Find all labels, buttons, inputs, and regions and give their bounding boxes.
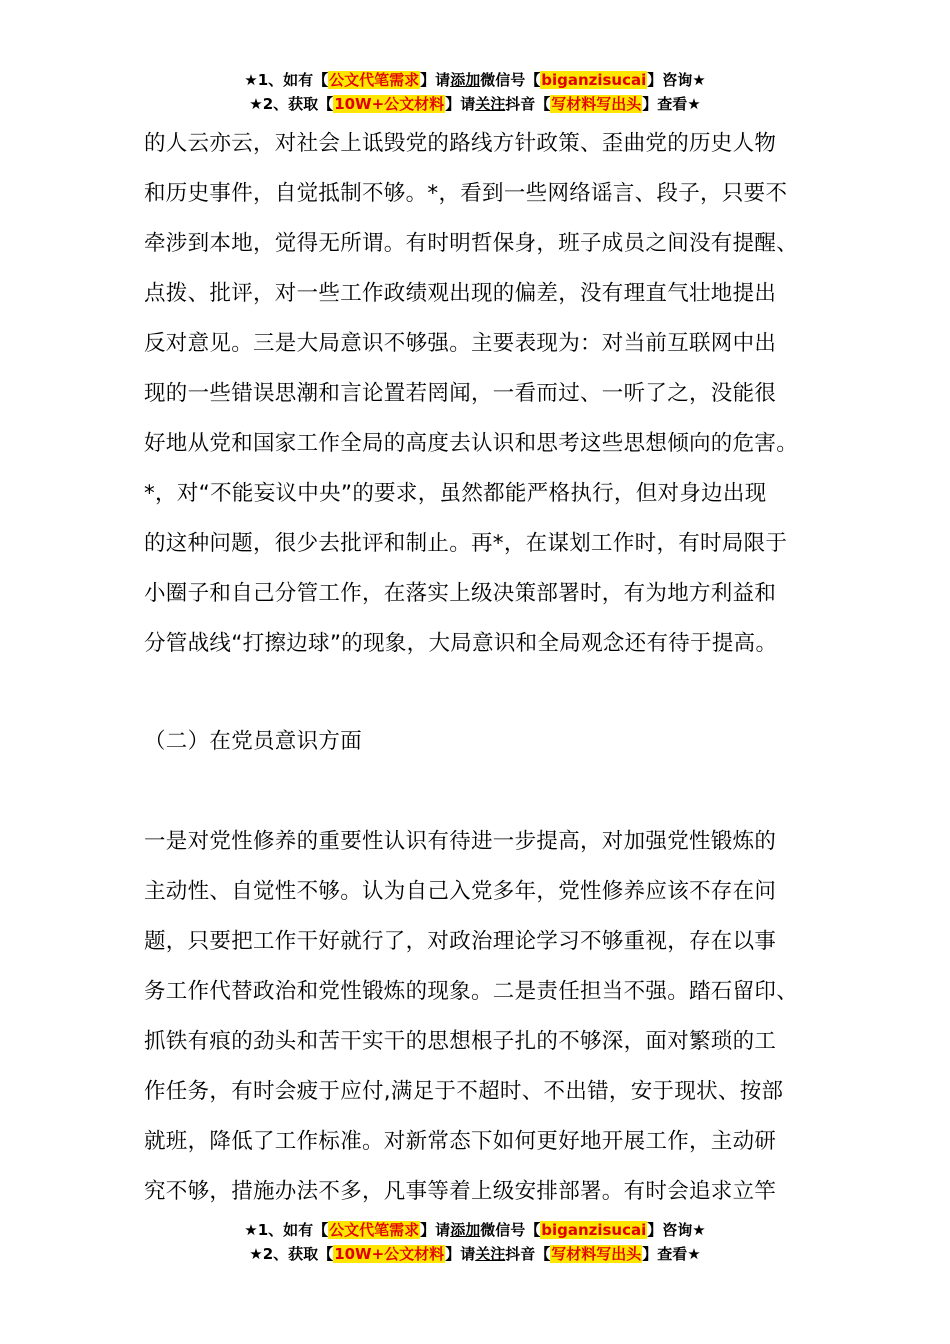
paragraph-line: *，对“不能妄议中央”的要求，虽然都能严格执行，但对身边出现: [144, 481, 767, 506]
paragraph-line: 务工作代替政治和党性锻炼的现象。二是责任担当不强。踏石留印、: [144, 979, 799, 1004]
promo-line-2-emphasis: 关注: [475, 1245, 506, 1263]
promo-line-2-mid: 】请: [445, 95, 476, 113]
paragraph-line: 点拨、批评，对一些工作政绩观出现的偏差，没有理直气壮地提出: [144, 281, 777, 306]
promo-line-2-highlight-materials: 10W+公文材料: [334, 95, 445, 113]
paragraph-line: 牵涉到本地，觉得无所谓。有时明哲保身，班子成员之间没有提醒、: [144, 231, 799, 256]
header-promo-banner: [0, 68, 950, 116]
promo-line-1-highlight-service: 公文代笔需求: [329, 71, 420, 89]
paragraph-line: 题，只要把工作干好就行了，对政治理论学习不够重视，存在以事: [144, 929, 777, 954]
promo-line-1-highlight-service: 公文代笔需求: [329, 1221, 420, 1239]
promo-line-2-prefix: ★2、获取【: [249, 95, 334, 113]
body-paragraph-2: [144, 817, 824, 1217]
promo-line-1-emphasis: 添加: [450, 1221, 481, 1239]
promo-line-2-suffix: 】查看★: [642, 95, 701, 113]
footer-promo-banner: [0, 1218, 950, 1266]
promo-line-1-emphasis: 添加: [450, 71, 481, 89]
promo-line-1-mid2: 微信号【: [480, 1221, 541, 1239]
promo-line-1: [0, 1218, 950, 1242]
paragraph-line: 一是对党性修养的重要性认识有待进一步提高，对加强党性锻炼的: [144, 829, 777, 854]
body-paragraph-1: [144, 119, 824, 669]
paragraph-line: 的人云亦云，对社会上诋毁党的路线方针政策、歪曲党的历史人物: [144, 131, 777, 156]
promo-line-1: [0, 68, 950, 92]
paragraph-line: 现的一些错误思潮和言论置若罔闻，一看而过、一听了之，没能很: [144, 381, 777, 406]
paragraph-line: 的这种问题，很少去批评和制止。再*，在谋划工作时，有时局限于: [144, 531, 788, 556]
paragraph-line: 主动性、自觉性不够。认为自己入党多年，党性修养应该不存在问: [144, 879, 777, 904]
promo-line-2-highlight-materials: 10W+公文材料: [334, 1245, 445, 1263]
promo-line-1-prefix: ★1、如有【: [244, 1221, 329, 1239]
promo-line-2-suffix: 】查看★: [642, 1245, 701, 1263]
paragraph-line: 和历史事件，自觉抵制不够。*，看到一些网络谣言、段子，只要不: [144, 181, 788, 206]
section-heading: [144, 717, 824, 767]
promo-line-1-mid2: 微信号【: [480, 71, 541, 89]
paragraph-line: 反对意见。三是大局意识不够强。主要表现为：对当前互联网中出: [144, 331, 777, 356]
promo-line-1-suffix: 】咨询★: [647, 1221, 706, 1239]
paragraph-line: 小圈子和自己分管工作，在落实上级决策部署时，有为地方利益和: [144, 581, 777, 606]
paragraph-line: 就班，降低了工作标准。对新常态下如何更好地开展工作，主动研: [144, 1129, 777, 1154]
promo-line-1-wechat-id: biganzisucai: [541, 71, 647, 89]
promo-line-2-douyin-account: 写材料写出头: [551, 95, 642, 113]
promo-line-2-emphasis: 关注: [475, 95, 506, 113]
section-heading-text: （二）在党员意识方面: [144, 729, 363, 754]
promo-line-2-douyin-account: 写材料写出头: [551, 1245, 642, 1263]
paragraph-line: 究不够，措施办法不多，凡事等着上级安排部署。有时会追求立竿: [144, 1179, 777, 1204]
promo-line-1-wechat-id: biganzisucai: [541, 1221, 647, 1239]
paragraph-line: 分管战线“打擦边球”的现象，大局意识和全局观念还有待于提高。: [144, 631, 778, 656]
paragraph-line: 抓铁有痕的劲头和苦干实干的思想根子扎的不够深，面对繁琐的工: [144, 1029, 777, 1054]
promo-line-2-mid: 】请: [445, 1245, 476, 1263]
promo-line-2-mid2: 抖音【: [505, 95, 551, 113]
promo-line-1-prefix: ★1、如有【: [244, 71, 329, 89]
promo-line-1-mid: 】请: [420, 71, 451, 89]
paragraph-line: 好地从党和国家工作全局的高度去认识和思考这些思想倾向的危害。: [144, 431, 799, 456]
promo-line-2: [0, 92, 950, 116]
promo-line-1-mid: 】请: [420, 1221, 451, 1239]
promo-line-1-suffix: 】咨询★: [647, 71, 706, 89]
promo-line-2-prefix: ★2、获取【: [249, 1245, 334, 1263]
paragraph-line: 作任务，有时会疲于应付,满足于不超时、不出错，安于现状、按部: [144, 1079, 784, 1104]
promo-line-2: [0, 1242, 950, 1266]
promo-line-2-mid2: 抖音【: [505, 1245, 551, 1263]
